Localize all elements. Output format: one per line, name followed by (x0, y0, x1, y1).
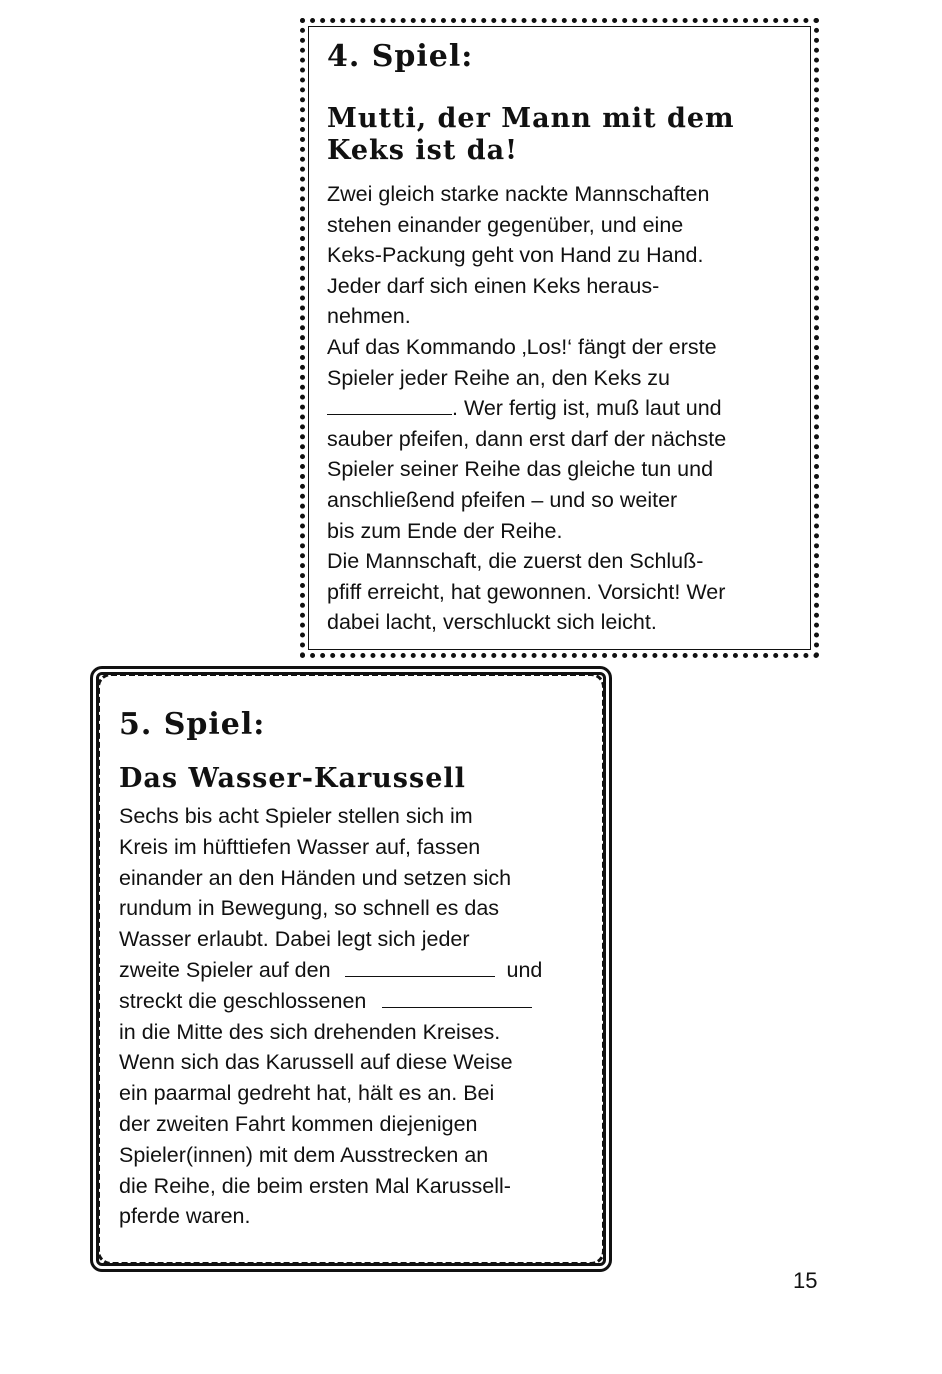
text-line: der zweiten Fahrt kommen diejenigen (119, 1111, 478, 1136)
text-fragment: . Wer fertig ist, muß laut und (452, 396, 722, 421)
text-line: rundum in Bewegung, so schnell es das (119, 896, 500, 921)
text-line: anschließend pfeifen – und so weiter (327, 487, 678, 512)
text-line-with-blank (119, 955, 599, 986)
text-line: Jeder darf sich einen Keks heraus- (327, 273, 660, 298)
game-5-box (90, 666, 612, 1272)
text-line: die Reihe, die beim ersten Mal Karussell- (119, 1173, 511, 1198)
text-line: stehen einander gegenüber, und eine (327, 212, 684, 237)
text-line: nehmen. (327, 304, 411, 329)
text-line: in die Mitte des sich drehenden Kreises. (119, 1019, 501, 1044)
text-line: Wasser erlaubt. Dabei legt sich jeder (119, 927, 470, 952)
text-line: Zwei gleich starke nackte Mannschaften (327, 182, 710, 206)
text-line: Wenn sich das Karussell auf diese Weise (119, 1050, 513, 1075)
game-4-content (327, 37, 797, 638)
text-line: Keks-Packung geht von Hand zu Hand. (327, 243, 704, 268)
game-4-box (300, 18, 819, 658)
game-4-number: 4. Spiel: (327, 39, 474, 74)
game-5-text (119, 801, 599, 1232)
game-5-number: 5. Spiel: (119, 707, 266, 742)
text-line: bis zum Ende der Reihe. (327, 518, 563, 543)
fill-in-blank (327, 396, 452, 415)
text-line-with-blank (119, 986, 599, 1017)
fill-in-blank (345, 958, 495, 977)
text-line-with-blank (327, 393, 797, 424)
fill-in-blank (382, 989, 532, 1008)
text-line: Sechs bis acht Spieler stellen sich im (119, 804, 473, 828)
text-fragment: und (506, 957, 543, 982)
text-line: dabei lacht, verschluckt sich leicht. (327, 610, 657, 635)
text-line: Spieler seiner Reihe das gleiche tun und (327, 457, 714, 482)
text-line: ein paarmal gedreht hat, hält es an. Bei (119, 1081, 495, 1106)
text-line: Die Mannschaft, die zuerst den Schluß- (327, 549, 704, 574)
text-line: Spieler(innen) mit dem Ausstrecken an (119, 1142, 489, 1167)
game-4-text (327, 179, 797, 638)
text-line: Kreis im hüfttiefen Wasser auf, fassen (119, 834, 481, 859)
text-line: sauber pfeifen, dann erst darf der nächste (327, 426, 727, 451)
text-fragment: streckt die geschlossenen (119, 988, 367, 1013)
game-5-content (119, 705, 599, 1232)
game-4-title (327, 103, 797, 167)
game-5-title: Das Wasser-Karussell (119, 763, 466, 794)
text-line: pfiff erreicht, hat gewonnen. Vorsicht! Wer (327, 579, 726, 604)
game-4-title-line: Mutti, der Mann mit dem (327, 103, 735, 134)
page-number: 15 (793, 1268, 818, 1293)
text-line: pferde waren. (119, 1204, 251, 1229)
text-line: Spieler jeder Reihe an, den Keks zu (327, 365, 671, 390)
game-4-title-line: Keks ist da! (327, 135, 518, 166)
text-fragment: zweite Spieler auf den (119, 957, 331, 982)
text-line: einander an den Händen und setzen sich (119, 865, 512, 890)
text-line: Auf das Kommando ‚Los!‘ fängt der erste (327, 334, 717, 359)
